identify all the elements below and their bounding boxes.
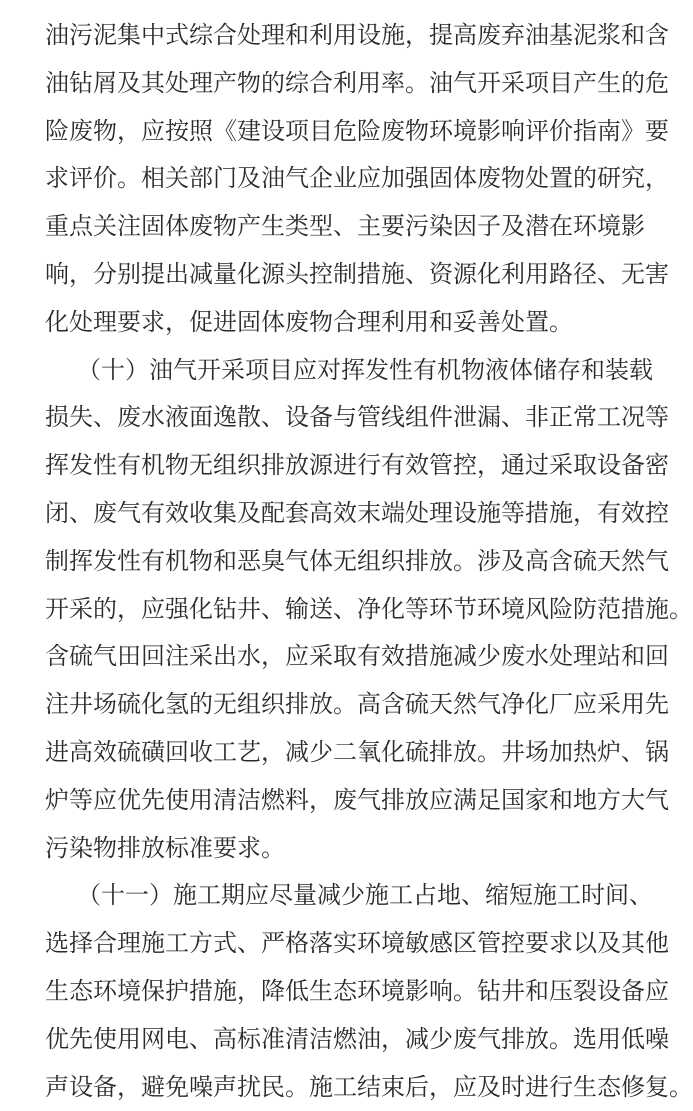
- text-line: 响，分别提出减量化源头控制措施、资源化利用路径、无害: [45, 259, 669, 288]
- text-line: 炉等应优先使用清洁燃料，废气排放应满足国家和地方大气: [45, 785, 669, 814]
- text-line: 注井场硫化氢的无组织排放。高含硫天然气净化厂应采用先: [45, 690, 669, 719]
- text-line: 进高效硫磺回收工艺，减少二氧化硫排放。井场加热炉、锅: [45, 737, 669, 766]
- paragraph: [45, 12, 669, 347]
- text-line: 求评价。相关部门及油气企业应加强固体废物处置的研究，: [45, 164, 669, 193]
- text-line: 开采的，应强化钻井、输送、净化等环节环境风险防范措施。: [45, 594, 693, 623]
- text-line: 声设备，避免噪声扰民。施工结束后，应及时进行生态修复。: [45, 1072, 693, 1101]
- text-line: 闭、废气有效收集及配套高效末端处理设施等措施，有效控: [45, 498, 669, 527]
- paragraph: [45, 872, 693, 1111]
- text-line: 化处理要求，促进固体废物合理利用和妥善处置。: [45, 307, 573, 336]
- text-line: 制挥发性有机物和恶臭气体无组织排放。涉及高含硫天然气: [45, 546, 669, 575]
- text-line: 险废物，应按照《建设项目危险废物环境影响评价指南》要: [45, 116, 669, 145]
- text-line: 选择合理施工方式、严格落实环境敏感区管控要求以及其他: [45, 929, 669, 958]
- text-line: 生态环境保护措施，降低生态环境影响。钻井和压裂设备应: [45, 976, 669, 1005]
- paragraph: [45, 347, 693, 873]
- text-line: 优先使用网电、高标准清洁燃油，减少废气排放。选用低噪: [45, 1024, 669, 1053]
- text-line: 油污泥集中式综合处理和利用设施，提高废弃油基泥浆和含: [45, 21, 669, 49]
- text-line: 损失、废水液面逸散、设备与管线组件泄漏、非正常工况等: [45, 403, 669, 432]
- text-line: 重点关注固体废物产生类型、主要污染因子及潜在环境影: [45, 212, 645, 241]
- text-line: 油钻屑及其处理产物的综合利用率。油气开采项目产生的危: [45, 68, 669, 97]
- text-line: （十）油气开采项目应对挥发性有机物液体储存和装载: [77, 355, 653, 384]
- document-page: [45, 12, 693, 1111]
- text-line: 含硫气田回注采出水，应采取有效措施减少废水处理站和回: [45, 642, 669, 671]
- text-line: （十一）施工期应尽量减少施工占地、缩短施工时间、: [77, 881, 653, 910]
- text-line: 污染物排放标准要求。: [45, 833, 285, 862]
- text-line: 挥发性有机物无组织排放源进行有效管控，通过采取设备密: [45, 451, 669, 480]
